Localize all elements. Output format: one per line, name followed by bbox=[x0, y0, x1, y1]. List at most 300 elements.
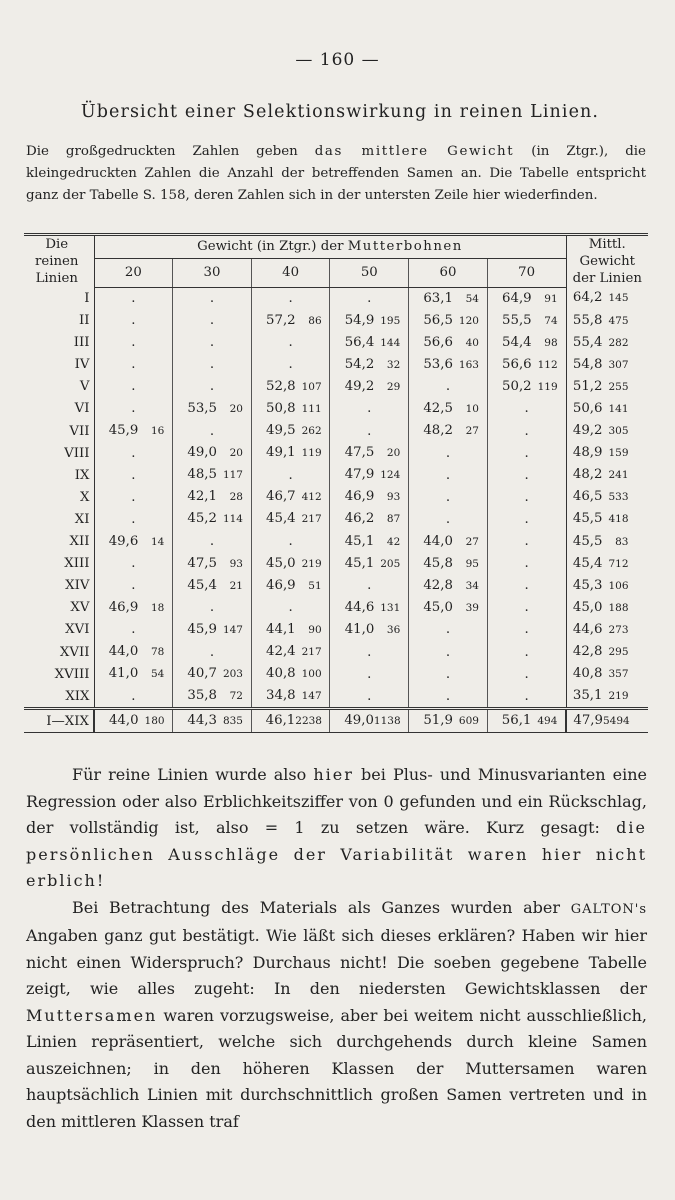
cell-value: 56,6 bbox=[502, 356, 532, 372]
cell-1: . bbox=[131, 511, 136, 527]
cell-3 bbox=[251, 398, 330, 420]
cell-value: 49,2 bbox=[344, 378, 375, 394]
mean-value: 44,6 bbox=[572, 621, 603, 637]
total-count: 494 bbox=[537, 715, 558, 728]
mean-value: 48,9 bbox=[572, 445, 603, 461]
row-mean bbox=[566, 508, 648, 530]
mean-count: 219 bbox=[608, 690, 629, 703]
mean-count: 533 bbox=[608, 491, 629, 504]
cell-5 bbox=[409, 553, 488, 575]
cell-value: 42,1 bbox=[187, 489, 217, 505]
cell-4 bbox=[330, 508, 409, 530]
cell-3: . bbox=[251, 464, 330, 486]
mean-count: 307 bbox=[608, 358, 629, 371]
cell-count: 120 bbox=[458, 314, 479, 327]
cell-value: 49,1 bbox=[266, 445, 296, 461]
cell-4: . bbox=[330, 663, 409, 685]
cell-1: . bbox=[131, 401, 136, 417]
total-value: 44,3 bbox=[187, 713, 217, 729]
cell-3 bbox=[251, 685, 330, 709]
cell-value: 46,9 bbox=[266, 577, 296, 593]
cell-count: 217 bbox=[301, 513, 322, 526]
total-mean-value: 47,9 bbox=[573, 713, 603, 729]
cell-value: 42,8 bbox=[423, 577, 453, 593]
total-value: 46,1 bbox=[265, 713, 296, 729]
paragraph-1 bbox=[26, 762, 647, 895]
total-value: 49,0 bbox=[344, 713, 374, 729]
row-label: XVI bbox=[24, 619, 94, 641]
cell-value: 54,9 bbox=[344, 312, 375, 328]
total-cell-6 bbox=[487, 709, 566, 733]
mean-value: 42,8 bbox=[572, 644, 603, 659]
cell-value: 45,9 bbox=[108, 423, 139, 439]
row-label: I bbox=[24, 287, 94, 310]
cell-5 bbox=[409, 597, 488, 619]
header-col-60: 60 bbox=[409, 258, 488, 287]
cell-5: . bbox=[409, 619, 488, 641]
header-col-70: 70 bbox=[487, 258, 566, 287]
total-mean bbox=[566, 709, 648, 733]
p2-text-e: waren vorzugsweise, aber bei weitem nicht ausschließlich, Linien repräsentiert, welche sich durchgehends durch kleine Samen auszeichnen; in den höheren Klassen der Muttersamen waren hauptsächlich Linien mit durchschnittlich großen Samen vertreten und in den mittleren Klassen traf bbox=[26, 1005, 647, 1131]
cell-5: . bbox=[409, 376, 488, 398]
cell-3 bbox=[251, 442, 330, 464]
row-mean bbox=[566, 663, 648, 685]
cell-value: 41,0 bbox=[108, 666, 139, 682]
mean-value: 35,1 bbox=[572, 688, 603, 704]
p2-text-b: GALTON's bbox=[570, 901, 648, 917]
mean-value: 45,3 bbox=[572, 577, 603, 593]
cell-value: 63,1 bbox=[423, 290, 453, 306]
cell-count: 14 bbox=[150, 535, 165, 548]
p1-text-d: die persönlichen Ausschläge der Variabilität waren hier nicht erblich! bbox=[26, 818, 647, 890]
cell-2: . bbox=[173, 354, 252, 376]
header-lines: Die reinen Linien bbox=[24, 235, 94, 288]
cell-value: 57,2 bbox=[266, 312, 296, 328]
row-label: IV bbox=[24, 354, 94, 376]
cell-count: 195 bbox=[380, 314, 401, 327]
row-mean bbox=[566, 442, 648, 464]
row-mean bbox=[566, 486, 648, 508]
cell-5 bbox=[409, 310, 488, 332]
row-label: XI bbox=[24, 508, 94, 530]
cell-value: 54,2 bbox=[344, 356, 375, 372]
cell-count: 32 bbox=[386, 358, 401, 371]
mean-value: 64,2 bbox=[572, 290, 603, 306]
page-number: — 160 — bbox=[295, 50, 380, 70]
table-row bbox=[24, 597, 648, 619]
cell-6: . bbox=[487, 663, 566, 685]
cell-value: 45,0 bbox=[423, 599, 453, 615]
row-mean bbox=[566, 398, 648, 420]
row-mean bbox=[566, 575, 648, 597]
mean-value: 49,2 bbox=[572, 423, 603, 439]
cell-count: 87 bbox=[386, 513, 401, 526]
cell-6: . bbox=[487, 508, 566, 530]
row-label: XIX bbox=[24, 685, 94, 709]
cell-4: . bbox=[330, 398, 409, 420]
row-mean bbox=[566, 597, 648, 619]
cell-2: . bbox=[173, 376, 252, 398]
mean-count: 273 bbox=[608, 623, 629, 636]
cell-6 bbox=[487, 376, 566, 398]
mean-value: 40,8 bbox=[572, 666, 603, 682]
cell-value: 45,8 bbox=[423, 555, 453, 571]
cell-4 bbox=[330, 442, 409, 464]
cell-1 bbox=[94, 531, 173, 553]
mean-count: 305 bbox=[608, 425, 629, 438]
cell-6: . bbox=[487, 398, 566, 420]
cell-count: 100 bbox=[301, 668, 322, 681]
total-value: 56,1 bbox=[501, 713, 532, 729]
mean-count: 712 bbox=[608, 557, 629, 570]
mean-count: 255 bbox=[608, 380, 629, 393]
mean-count: 159 bbox=[608, 447, 629, 460]
cell-count: 39 bbox=[465, 601, 479, 614]
cell-3 bbox=[251, 641, 330, 663]
selection-table bbox=[24, 233, 648, 733]
cell-value: 56,4 bbox=[344, 334, 375, 350]
total-count: 1138 bbox=[373, 715, 401, 728]
cell-value: 45,2 bbox=[187, 511, 217, 527]
cell-3: . bbox=[251, 332, 330, 354]
cell-1: . bbox=[131, 467, 136, 483]
cell-value: 45,1 bbox=[344, 555, 375, 571]
cell-count: 119 bbox=[537, 380, 558, 393]
mean-value: 46,5 bbox=[572, 489, 603, 505]
cell-count: 54 bbox=[150, 668, 165, 681]
cell-count: 72 bbox=[229, 690, 243, 703]
cell-count: 20 bbox=[229, 402, 243, 415]
mean-value: 45,5 bbox=[572, 533, 603, 549]
cell-value: 53,6 bbox=[423, 356, 453, 372]
cell-3 bbox=[251, 508, 330, 530]
mean-count: 282 bbox=[608, 336, 629, 349]
p1-text-a: Für reine Linien wurde also bbox=[72, 765, 307, 784]
cell-value: 46,9 bbox=[344, 489, 375, 505]
mean-count: 475 bbox=[608, 314, 629, 327]
cell-value: 44,6 bbox=[344, 599, 375, 615]
cell-count: 107 bbox=[301, 380, 322, 393]
cell-count: 144 bbox=[380, 336, 401, 349]
mean-count: 418 bbox=[608, 513, 629, 526]
cell-value: 46,2 bbox=[344, 511, 375, 527]
cell-count: 18 bbox=[150, 601, 165, 614]
table-row bbox=[24, 442, 648, 464]
intro-text-2: (in Ztgr.), die kleingedruckten Zahlen die Anzahl der betreffenden Samen an. Die Tabelle entspricht ganz der Tabelle S. 158, deren Zahlen sich in der untersten Zeile hier wiederfinden. bbox=[26, 144, 646, 203]
total-mean-count: 5494 bbox=[603, 715, 630, 728]
total-count: 835 bbox=[222, 715, 243, 728]
cell-3 bbox=[251, 376, 330, 398]
cell-value: 47,5 bbox=[187, 555, 217, 571]
cell-3 bbox=[251, 420, 330, 442]
cell-count: 10 bbox=[465, 402, 479, 415]
row-label: II bbox=[24, 310, 94, 332]
cell-count: 90 bbox=[308, 623, 322, 636]
cell-4 bbox=[330, 597, 409, 619]
cell-1 bbox=[94, 641, 173, 663]
cell-2 bbox=[173, 575, 252, 597]
cell-2 bbox=[173, 685, 252, 709]
row-label: IX bbox=[24, 464, 94, 486]
cell-count: 16 bbox=[150, 425, 165, 438]
row-mean bbox=[566, 685, 648, 709]
cell-value: 64,9 bbox=[502, 290, 532, 306]
cell-4: . bbox=[330, 287, 409, 310]
table-row bbox=[24, 464, 648, 486]
row-mean bbox=[566, 553, 648, 575]
cell-count: 262 bbox=[301, 425, 322, 438]
cell-count: 78 bbox=[150, 646, 165, 658]
cell-6: . bbox=[487, 641, 566, 663]
cell-3: . bbox=[251, 597, 330, 619]
cell-value: 40,7 bbox=[187, 666, 217, 682]
mean-count: 357 bbox=[608, 668, 629, 681]
cell-2: . bbox=[173, 597, 252, 619]
cell-4 bbox=[330, 310, 409, 332]
row-mean bbox=[566, 420, 648, 442]
row-label: III bbox=[24, 332, 94, 354]
row-mean bbox=[566, 332, 648, 354]
cell-3: . bbox=[251, 531, 330, 553]
cell-6: . bbox=[487, 575, 566, 597]
table-row bbox=[24, 376, 648, 398]
cell-count: 124 bbox=[380, 469, 401, 482]
cell-3 bbox=[251, 486, 330, 508]
cell-count: 27 bbox=[465, 535, 479, 548]
mean-value: 50,6 bbox=[572, 400, 603, 416]
table-row bbox=[24, 553, 648, 575]
cell-value: 45,9 bbox=[187, 621, 217, 637]
cell-count: 98 bbox=[544, 336, 558, 349]
cell-2 bbox=[173, 663, 252, 685]
cell-value: 42,4 bbox=[266, 644, 296, 659]
cell-count: 203 bbox=[222, 668, 243, 681]
cell-5 bbox=[409, 420, 488, 442]
cell-count: 219 bbox=[301, 557, 322, 570]
row-label: VIII bbox=[24, 442, 94, 464]
cell-4: . bbox=[330, 641, 409, 663]
total-value: 51,9 bbox=[423, 713, 453, 729]
cell-count: 27 bbox=[465, 425, 479, 438]
cell-1 bbox=[94, 663, 173, 685]
table-row bbox=[24, 663, 648, 685]
cell-count: 20 bbox=[386, 447, 401, 460]
cell-5: . bbox=[409, 641, 488, 663]
intro-text-emph: das mittlere Gewicht bbox=[314, 144, 515, 159]
cell-4 bbox=[330, 531, 409, 553]
cell-1: . bbox=[131, 578, 136, 594]
header-mean: Mittl. Gewicht der Linien bbox=[566, 235, 648, 288]
cell-value: 54,4 bbox=[502, 334, 532, 350]
p1-text-c: bei Plus- und Minusvarianten eine Regression oder also Erblichkeitsziffer von 0 gefunden und ein Rückschlag, der vollständig ist, also = 1 zu setzen wäre. Kurz gesagt: bbox=[26, 765, 647, 837]
header-col-50: 50 bbox=[330, 258, 409, 287]
p2-text-d: Muttersamen bbox=[26, 1005, 158, 1025]
cell-6: . bbox=[487, 486, 566, 508]
cell-value: 41,0 bbox=[344, 621, 375, 637]
cell-value: 42,5 bbox=[423, 400, 453, 416]
cell-6 bbox=[487, 332, 566, 354]
cell-2 bbox=[173, 442, 252, 464]
row-mean bbox=[566, 641, 648, 663]
cell-1: . bbox=[131, 313, 136, 329]
intro-text-1: Die großgedruckten Zahlen geben bbox=[26, 144, 298, 159]
mean-count: 141 bbox=[608, 402, 629, 415]
paragraph-2 bbox=[26, 895, 647, 1136]
cell-value: 45,1 bbox=[344, 533, 375, 549]
header-weight-a: Gewicht (in Ztgr.) der bbox=[197, 239, 344, 255]
total-count: 2238 bbox=[295, 715, 322, 728]
table-row bbox=[24, 619, 648, 641]
cell-4 bbox=[330, 354, 409, 376]
cell-3 bbox=[251, 553, 330, 575]
cell-6: . bbox=[487, 597, 566, 619]
row-label: XII bbox=[24, 531, 94, 553]
mean-value: 55,4 bbox=[572, 334, 603, 350]
cell-2 bbox=[173, 508, 252, 530]
cell-5 bbox=[409, 354, 488, 376]
cell-value: 48,2 bbox=[423, 423, 453, 439]
table-row bbox=[24, 420, 648, 442]
cell-1: . bbox=[131, 357, 136, 373]
cell-5 bbox=[409, 398, 488, 420]
cell-value: 40,8 bbox=[266, 666, 296, 682]
cell-3 bbox=[251, 310, 330, 332]
cell-6 bbox=[487, 287, 566, 310]
cell-4 bbox=[330, 376, 409, 398]
cell-count: 163 bbox=[458, 358, 479, 371]
row-mean bbox=[566, 310, 648, 332]
cell-count: 111 bbox=[301, 402, 322, 415]
row-label: XVII bbox=[24, 641, 94, 663]
mean-count: 241 bbox=[608, 469, 629, 482]
total-cell-5 bbox=[409, 709, 488, 733]
cell-2 bbox=[173, 464, 252, 486]
table-row bbox=[24, 310, 648, 332]
cell-3: . bbox=[251, 287, 330, 310]
table-row bbox=[24, 531, 648, 553]
cell-4 bbox=[330, 464, 409, 486]
mean-value: 51,2 bbox=[572, 378, 603, 394]
cell-1: . bbox=[131, 335, 136, 351]
cell-6: . bbox=[487, 553, 566, 575]
row-label: X bbox=[24, 486, 94, 508]
table-row bbox=[24, 575, 648, 597]
total-label: I—XIX bbox=[24, 709, 94, 733]
mean-value: 45,5 bbox=[572, 511, 603, 527]
mean-count: 188 bbox=[608, 601, 629, 614]
mean-value: 45,0 bbox=[572, 599, 603, 615]
mean-value: 45,4 bbox=[572, 555, 603, 571]
cell-count: 131 bbox=[380, 601, 401, 614]
cell-value: 49,0 bbox=[187, 445, 217, 461]
cell-1: . bbox=[131, 291, 136, 306]
cell-2: . bbox=[173, 420, 252, 442]
cell-value: 48,5 bbox=[187, 467, 217, 483]
cell-2 bbox=[173, 619, 252, 641]
header-col-40: 40 bbox=[251, 258, 330, 287]
cell-count: 112 bbox=[537, 358, 558, 371]
cell-count: 40 bbox=[465, 336, 479, 349]
cell-1: . bbox=[131, 379, 136, 395]
cell-4 bbox=[330, 332, 409, 354]
table-row bbox=[24, 508, 648, 530]
cell-5 bbox=[409, 531, 488, 553]
cell-value: 50,2 bbox=[502, 378, 532, 394]
row-label: VI bbox=[24, 398, 94, 420]
cell-2: . bbox=[173, 641, 252, 663]
cell-count: 147 bbox=[301, 690, 322, 703]
cell-1: . bbox=[131, 556, 136, 572]
cell-4: . bbox=[330, 575, 409, 597]
cell-2 bbox=[173, 553, 252, 575]
cell-value: 50,8 bbox=[266, 400, 296, 416]
cell-5 bbox=[409, 332, 488, 354]
cell-count: 29 bbox=[386, 380, 401, 393]
table-row bbox=[24, 641, 648, 663]
cell-6: . bbox=[487, 420, 566, 442]
row-label: XIV bbox=[24, 575, 94, 597]
cell-count: 28 bbox=[229, 491, 243, 504]
total-value: 44,0 bbox=[108, 713, 139, 729]
cell-6 bbox=[487, 354, 566, 376]
cell-value: 55,5 bbox=[502, 312, 532, 328]
table-row bbox=[24, 287, 648, 310]
cell-value: 34,8 bbox=[266, 688, 296, 704]
cell-5 bbox=[409, 287, 488, 310]
cell-2 bbox=[173, 398, 252, 420]
row-mean bbox=[566, 464, 648, 486]
total-cell-1 bbox=[94, 709, 173, 733]
total-cell-2 bbox=[173, 709, 252, 733]
cell-value: 35,8 bbox=[187, 688, 217, 704]
cell-count: 42 bbox=[386, 535, 401, 548]
cell-1 bbox=[94, 420, 173, 442]
cell-count: 119 bbox=[301, 447, 322, 460]
cell-value: 49,6 bbox=[108, 533, 139, 549]
cell-5: . bbox=[409, 464, 488, 486]
cell-4: . bbox=[330, 420, 409, 442]
cell-count: 91 bbox=[544, 292, 558, 305]
header-weight-b: Mutterbohnen bbox=[347, 239, 463, 255]
cell-value: 44,0 bbox=[423, 533, 453, 549]
cell-5: . bbox=[409, 663, 488, 685]
mean-count: 83 bbox=[615, 535, 629, 548]
mean-value: 48,2 bbox=[572, 467, 603, 483]
header-col-30: 30 bbox=[173, 258, 252, 287]
cell-2: . bbox=[173, 287, 252, 310]
row-mean bbox=[566, 376, 648, 398]
cell-2 bbox=[173, 486, 252, 508]
mean-value: 54,8 bbox=[572, 356, 603, 372]
cell-5: . bbox=[409, 442, 488, 464]
cell-5 bbox=[409, 575, 488, 597]
cell-5: . bbox=[409, 685, 488, 709]
cell-3 bbox=[251, 663, 330, 685]
cell-2: . bbox=[173, 310, 252, 332]
cell-count: 93 bbox=[386, 491, 401, 504]
cell-value: 45,4 bbox=[187, 577, 217, 593]
cell-count: 51 bbox=[308, 579, 322, 592]
cell-count: 93 bbox=[229, 557, 243, 570]
mean-count: 106 bbox=[608, 579, 629, 592]
p2-text-a: Bei Betrachtung des Materials als Ganzes wurden aber bbox=[72, 897, 561, 917]
total-cell-3 bbox=[251, 709, 330, 733]
cell-count: 147 bbox=[222, 623, 243, 636]
cell-value: 44,0 bbox=[108, 644, 139, 659]
cell-value: 45,0 bbox=[266, 555, 296, 571]
table-row bbox=[24, 332, 648, 354]
p2-text-c: Angaben ganz gut bestätigt. Wie läßt sich dieses erklären? Haben wir hier nicht einen Widerspruch? Durchaus nicht! Die soeben gegebene Tabelle zeigt, wie alles zugeht: In den niedersten Gewichtsklassen der bbox=[26, 926, 647, 998]
